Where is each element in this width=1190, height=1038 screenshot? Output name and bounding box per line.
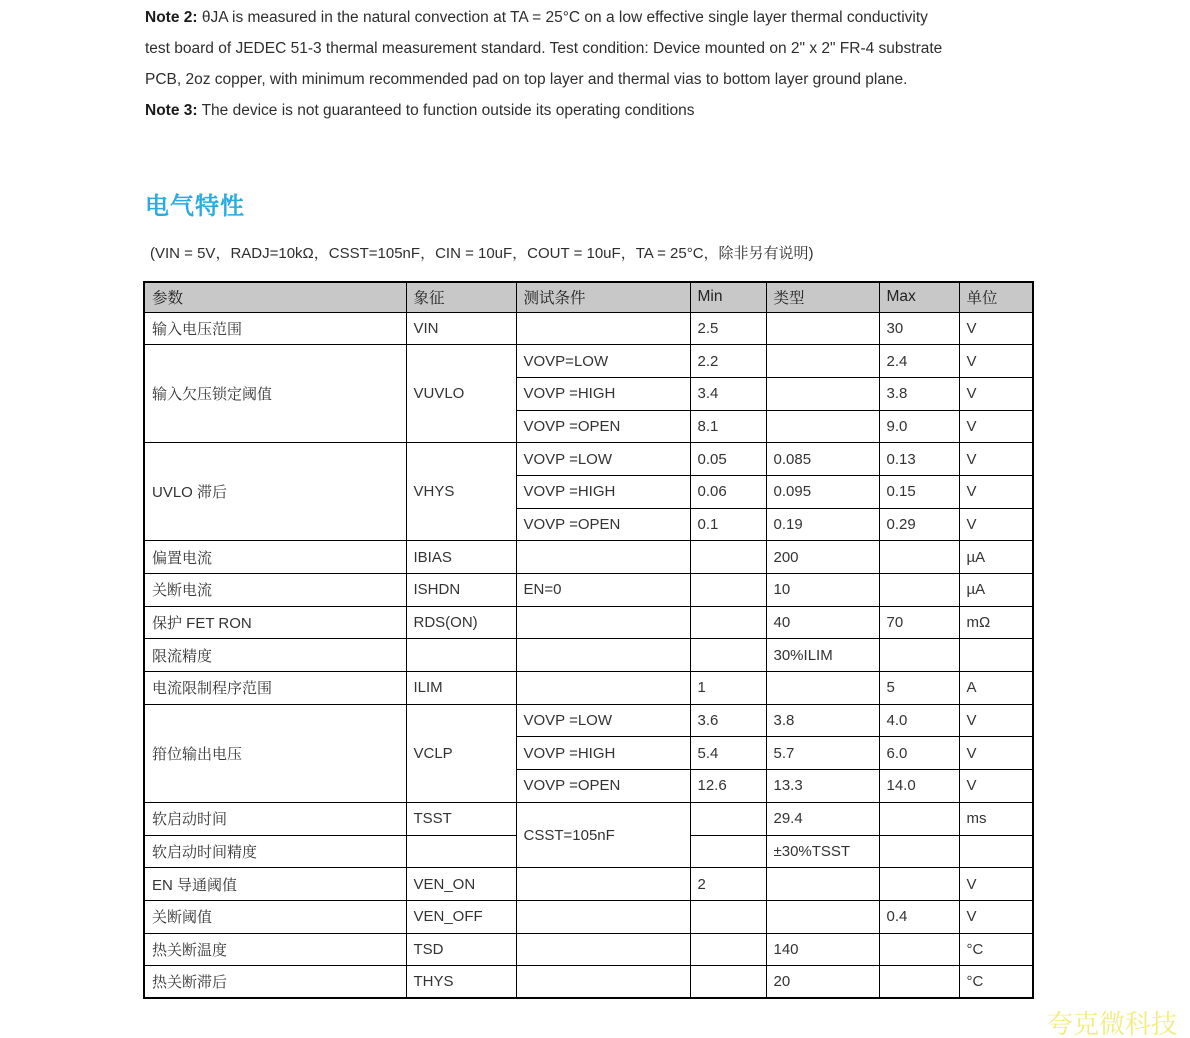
table-cell: VEN_ON [406,868,516,901]
table-cell: 2 [690,868,766,901]
table-cell: VOVP =LOW [516,704,690,737]
table-cell: 5.4 [690,737,766,770]
table-cell: VOVP =LOW [516,443,690,476]
table-cell: 30 [879,312,959,345]
table-cell: V [959,345,1033,378]
table-cell: VOVP =OPEN [516,770,690,803]
table-cell: 0.1 [690,508,766,541]
test-conditions: (VIN = 5V，RADJ=10kΩ，CSST=105nF，CIN = 10uF，COUT = 10uF，TA = 25°C，除非另有说明) [150,245,814,262]
electrical-table [143,281,1034,999]
table-cell: 箝位输出电压 [144,704,406,802]
table-cell [959,835,1033,868]
table-cell [766,672,879,705]
table-cell: 2.4 [879,345,959,378]
table-row [144,574,1033,607]
table-cell: ms [959,802,1033,835]
table-cell: VOVP =OPEN [516,508,690,541]
table-cell: VOVP =HIGH [516,475,690,508]
table-cell: 3.6 [690,704,766,737]
table-cell: EN=0 [516,574,690,607]
table-cell [690,966,766,999]
table-row [144,606,1033,639]
table-cell: 2.5 [690,312,766,345]
table-cell: VHYS [406,443,516,541]
table-cell [516,312,690,345]
column-header: 象征 [406,282,516,312]
table-header-row [144,282,1033,312]
table-cell [879,639,959,672]
table-cell [766,345,879,378]
table-cell [690,574,766,607]
table-cell [879,835,959,868]
table-cell: V [959,377,1033,410]
table-cell: V [959,443,1033,476]
table-cell [690,835,766,868]
table-cell: IBIAS [406,541,516,574]
table-cell [959,639,1033,672]
table-cell [690,933,766,966]
table-cell [516,606,690,639]
table-cell [406,835,516,868]
table-cell: 0.06 [690,475,766,508]
table-cell: V [959,737,1033,770]
table-cell: 1 [690,672,766,705]
table-cell: 保护 FET RON [144,606,406,639]
table-cell [690,802,766,835]
table-cell: TSD [406,933,516,966]
table-cell: V [959,704,1033,737]
table-cell: 3.8 [766,704,879,737]
column-header: 类型 [766,282,879,312]
table-cell: UVLO 滞后 [144,443,406,541]
table-cell [879,802,959,835]
note-text: The device is not guaranteed to function outside its operating conditions [197,102,695,119]
table-cell: °C [959,933,1033,966]
table-cell: 电流限制程序范围 [144,672,406,705]
column-header: 单位 [959,282,1033,312]
note-line [145,64,942,95]
table-cell [690,639,766,672]
table-cell [879,868,959,901]
table-cell [879,933,959,966]
table-cell: 0.13 [879,443,959,476]
table-cell: 软启动时间精度 [144,835,406,868]
table-cell: ISHDN [406,574,516,607]
table-cell: 0.19 [766,508,879,541]
table-cell: EN 导通阈值 [144,868,406,901]
table-row [144,966,1033,999]
table-cell: 5.7 [766,737,879,770]
note-line [145,95,942,126]
table-cell: 2.2 [690,345,766,378]
table-cell [766,900,879,933]
table-cell [516,541,690,574]
table-cell [766,410,879,443]
table-cell: V [959,770,1033,803]
table-cell: 140 [766,933,879,966]
table-cell: 热关断温度 [144,933,406,966]
table-cell [516,966,690,999]
table-row [144,345,1033,378]
table-cell: 0.085 [766,443,879,476]
table-cell: VCLP [406,704,516,802]
table-cell: 30%ILIM [766,639,879,672]
table-cell: V [959,508,1033,541]
table-cell: VIN [406,312,516,345]
column-header: Max [879,282,959,312]
table-cell: 4.0 [879,704,959,737]
table-cell: A [959,672,1033,705]
table-row [144,312,1033,345]
notes-section [145,2,942,126]
table-cell: µA [959,541,1033,574]
table-cell [879,541,959,574]
table-cell: V [959,900,1033,933]
table-cell [766,377,879,410]
table-cell: 3.8 [879,377,959,410]
table-cell: 限流精度 [144,639,406,672]
table-cell: V [959,410,1033,443]
watermark: 夸克微科技 [1047,1009,1178,1038]
table-cell: VOVP =HIGH [516,737,690,770]
table-cell: 12.6 [690,770,766,803]
table-row [144,443,1033,476]
table-cell: °C [959,966,1033,999]
table-cell: ILIM [406,672,516,705]
table-cell: ±30%TSST [766,835,879,868]
table-cell: 20 [766,966,879,999]
table-cell [516,672,690,705]
table-cell: 14.0 [879,770,959,803]
column-header: 参数 [144,282,406,312]
table-cell: 热关断滞后 [144,966,406,999]
table-cell [516,933,690,966]
table-cell: VOVP=LOW [516,345,690,378]
table-cell: 40 [766,606,879,639]
table-cell: 6.0 [879,737,959,770]
column-header: 测试条件 [516,282,690,312]
table-cell: 偏置电流 [144,541,406,574]
table-cell [516,639,690,672]
table-cell: CSST=105nF [516,802,690,867]
note-label: Note 3: [145,102,198,119]
table-cell: 输入欠压锁定阈值 [144,345,406,443]
table-cell [516,868,690,901]
table-cell: 13.3 [766,770,879,803]
table-cell: 0.095 [766,475,879,508]
table-cell: 关断电流 [144,574,406,607]
table-cell: V [959,312,1033,345]
note-text: θJA is measured in the natural convection at TA = 25°C on a low effective single layer thermal conductivity [197,9,928,26]
table-cell: 10 [766,574,879,607]
table-cell: 8.1 [690,410,766,443]
table-cell: VEN_OFF [406,900,516,933]
table-cell: 200 [766,541,879,574]
table-cell: V [959,475,1033,508]
table-cell: VOVP =HIGH [516,377,690,410]
table-cell: 0.15 [879,475,959,508]
table-cell: 70 [879,606,959,639]
table-cell [766,868,879,901]
table-cell: 0.29 [879,508,959,541]
table-cell: V [959,868,1033,901]
table-cell: THYS [406,966,516,999]
table-row [144,933,1033,966]
table-cell [879,966,959,999]
table-cell: 输入电压范围 [144,312,406,345]
table-row [144,900,1033,933]
table-cell [516,900,690,933]
table-cell [690,900,766,933]
table-cell: RDS(ON) [406,606,516,639]
table-cell: mΩ [959,606,1033,639]
table-row [144,639,1033,672]
table-cell: 9.0 [879,410,959,443]
table-cell: 0.4 [879,900,959,933]
table-cell: 5 [879,672,959,705]
table-cell: TSST [406,802,516,835]
table-cell [879,574,959,607]
table-cell: 关断阈值 [144,900,406,933]
note-text: PCB, 2oz copper, with minimum recommended pad on top layer and thermal vias to bottom layer ground plane. [145,71,908,88]
table-cell [690,541,766,574]
table-cell [766,312,879,345]
table-cell: 3.4 [690,377,766,410]
table-cell: VOVP =OPEN [516,410,690,443]
note-text: test board of JEDEC 51-3 thermal measurement standard. Test condition: Device mounted on 2" x 2" FR-4 substrate [145,40,943,57]
table-cell: 29.4 [766,802,879,835]
note-line [145,2,942,33]
table-row [144,541,1033,574]
table-row [144,868,1033,901]
note-line [145,33,942,64]
table-row [144,672,1033,705]
section-title: 电气特性 [145,193,245,220]
note-label: Note 2: [145,9,198,26]
table-cell [406,639,516,672]
table-body [144,312,1033,998]
table-cell [690,606,766,639]
table-row [144,802,1033,835]
table-cell: VUVLO [406,345,516,443]
column-header: Min [690,282,766,312]
table-cell: µA [959,574,1033,607]
table-cell: 0.05 [690,443,766,476]
table-row [144,704,1033,737]
table-cell: 软启动时间 [144,802,406,835]
table-header [144,282,1033,312]
